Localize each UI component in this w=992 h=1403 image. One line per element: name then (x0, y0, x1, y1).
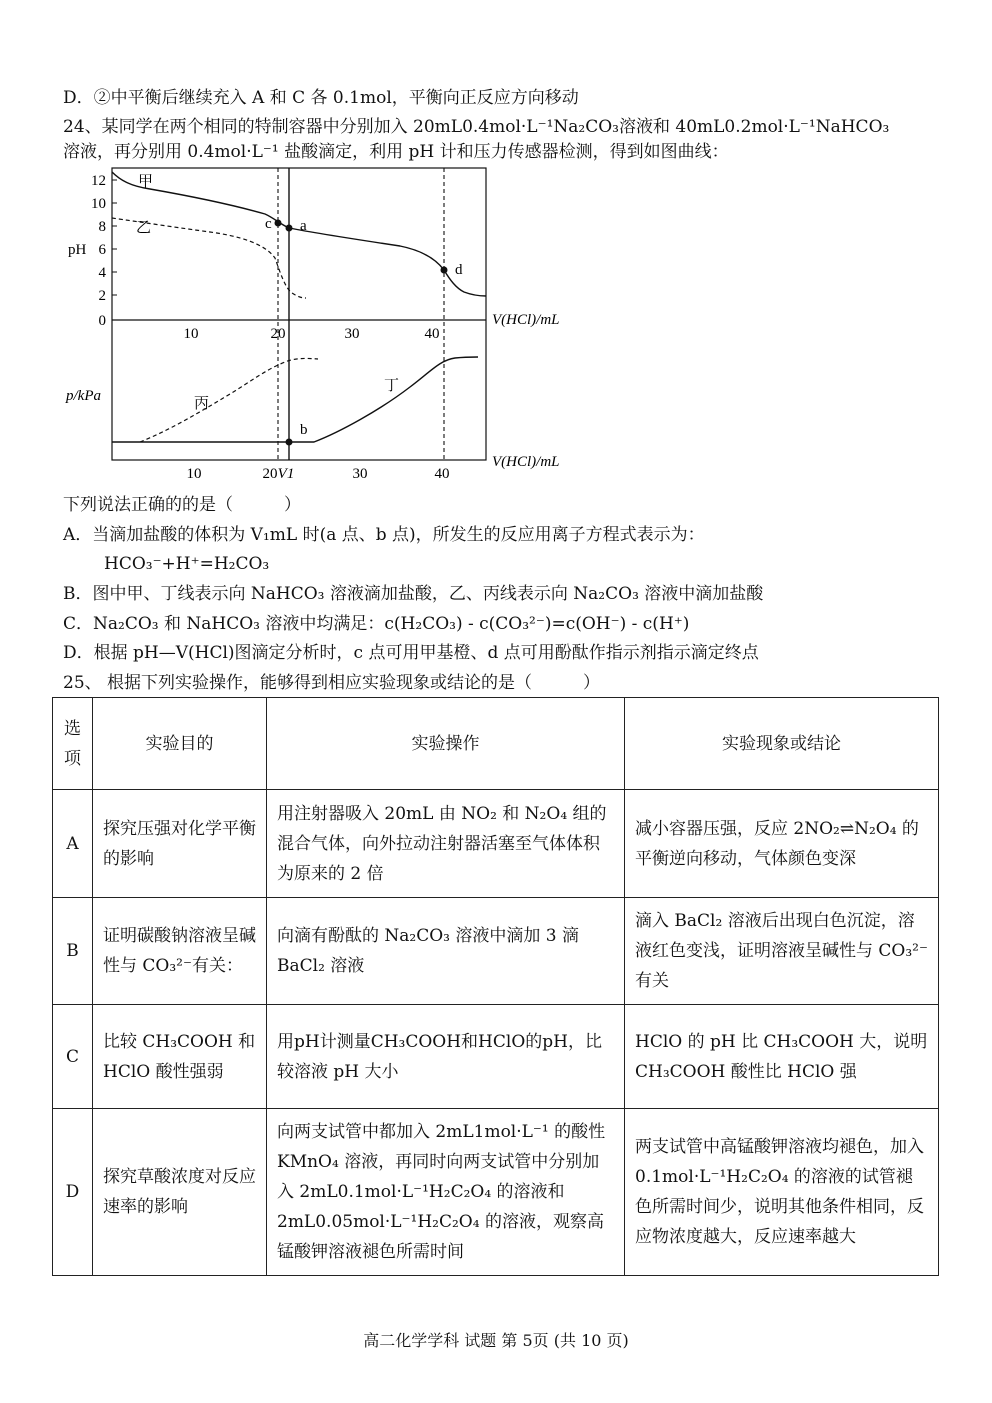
x-bottom-tick-40: 40 (434, 466, 450, 482)
ph-axis-label: pH (68, 242, 87, 258)
row-purpose: 探究压强对化学平衡的影响 (93, 790, 267, 898)
row-result: 减小容器压强，反应 2NO₂⇌N₂O₄ 的平衡逆向移动，气体颜色变深 (625, 790, 939, 898)
label-c: c (265, 216, 272, 232)
ph-tick-4: 4 (98, 265, 106, 281)
label-yi: 乙 (136, 220, 152, 236)
label-jia: 甲 (138, 174, 154, 190)
row-option: C (53, 1005, 93, 1109)
q25-stem: 25、 根据下列实验操作，能够得到相应实验现象或结论的是（ ） (63, 673, 601, 693)
header-purpose: 实验目的 (93, 698, 267, 790)
label-d: d (455, 262, 463, 278)
row-option: D (53, 1109, 93, 1276)
q24-stem-line-1: 24、某同学在两个相同的特制容器中分别加入 20mL0.4mol·L⁻¹Na₂CO₃溶液和 40mL0.2mol·L⁻¹NaHCO₃ (63, 117, 890, 137)
ph-tick-10: 10 (91, 196, 106, 212)
point-b (286, 439, 293, 446)
p-axis-label: p/kPa (66, 388, 101, 404)
q24-option-d: D．根据 pH—V(HCl)图滴定分析时，c 点可用甲基橙、d 点可用酚酞作指示剂指示滴定终点 (63, 643, 759, 663)
table-header-row (53, 698, 939, 790)
q24-option-c: C．Na₂CO₃ 和 NaHCO₃ 溶液中均满足：c(H₂CO₃) - c(CO₃²⁻)=c(OH⁻) - c(H⁺) (63, 614, 690, 634)
ph-tick-6: 6 (98, 242, 106, 258)
header-option: 选项 (53, 698, 93, 790)
row-operation: 向滴有酚酞的 Na₂CO₃ 溶液中滴加 3 滴 BaCl₂ 溶液 (267, 898, 625, 1005)
ph-tick-8: 8 (98, 219, 106, 235)
q24-option-a-line-2: HCO₃⁻+H⁺=H₂CO₃ (104, 554, 270, 574)
page-footer: 高二化学学科 试题 第 5页 (共 10 页) (363, 1331, 629, 1350)
point-d (441, 267, 448, 274)
q24-option-b: B．图中甲、丁线表示向 NaHCO₃ 溶液滴加盐酸，乙、丙线表示向 Na₂CO₃ 溶液中滴加盐酸 (63, 584, 764, 604)
x-bottom-tick-30: 30 (352, 466, 368, 482)
row-purpose: 证明碳酸钠溶液呈碱性与 CO₃²⁻有关： (93, 898, 267, 1005)
q25-table (52, 697, 939, 1276)
row-result: HClO 的 pH 比 CH₃COOH 大，说明 CH₃COOH 酸性比 HClO 强 (625, 1005, 939, 1109)
q23-option-d: D．②中平衡后继续充入 A 和 C 各 0.1mol，平衡向正反应方向移动 (63, 88, 579, 108)
row-purpose: 比较 CH₃COOH 和 HClO 酸性强弱 (93, 1005, 267, 1109)
table-row (53, 1005, 939, 1109)
x-top-tick-40: 40 (424, 326, 440, 342)
x-top-tick-30: 30 (344, 326, 360, 342)
row-purpose: 探究草酸浓度对反应速率的影响 (93, 1109, 267, 1276)
titration-figure (60, 162, 600, 492)
row-option: A (53, 790, 93, 898)
q24-option-a-line-1: A．当滴加盐酸的体积为 V₁mL 时(a 点、b 点)，所发生的反应用离子方程式表示为： (63, 525, 705, 545)
x-bottom-tick-v1: V1 (277, 466, 295, 482)
row-operation: 向两支试管中都加入 2mL1mol·L⁻¹ 的酸性 KMnO₄ 溶液，再同时向两支试管中分别加入 2mL0.1mol·L⁻¹H₂C₂O₄ 的溶液和 2mL0.05mol·L⁻¹H₂C₂O₄ 的溶液，观察高锰酸钾溶液褪色所需时间 (267, 1109, 625, 1276)
row-operation: 用pH计测量CH₃COOH和HClO的pH，比较溶液 pH 大小 (267, 1005, 625, 1109)
label-b: b (300, 422, 308, 438)
point-c (275, 220, 282, 227)
ph-tick-12: 12 (91, 173, 106, 189)
row-option: B (53, 898, 93, 1005)
label-ding: 丁 (384, 378, 400, 394)
x-bottom-tick-10: 10 (186, 466, 202, 482)
label-a: a (300, 218, 307, 234)
label-bing: 丙 (194, 396, 210, 412)
table-row (53, 898, 939, 1005)
curve-jia (112, 172, 486, 296)
x-bottom-tick-20: 20 (262, 466, 278, 482)
header-operation: 实验操作 (267, 698, 625, 790)
row-result: 两支试管中高锰酸钾溶液均褪色，加入 0.1mol·L⁻¹H₂C₂O₄ 的溶液的试管褪色所需时间少，说明其他条件相同，反应物浓度越大，反应速率越大 (625, 1109, 939, 1276)
header-result: 实验现象或结论 (625, 698, 939, 790)
x-top-tick-20: 20 (270, 326, 286, 342)
ph-tick-2: 2 (98, 288, 106, 304)
q24-stem-line-2: 溶液，再分别用 0.4mol·L⁻¹ 盐酸滴定，利用 pH 计和压力传感器检测，得到如图曲线： (63, 142, 729, 162)
ph-tick-labels (91, 173, 107, 329)
curve-bing (140, 358, 318, 442)
x-top-tick-10: 10 (183, 326, 199, 342)
x-axis-label-bottom: V(HCl)/mL (492, 454, 560, 470)
table-row (53, 790, 939, 898)
q24-question: 下列说法正确的的是（ ） (63, 495, 301, 515)
point-a (286, 225, 293, 232)
row-operation: 用注射器吸入 20mL 由 NO₂ 和 N₂O₄ 组的混合气体，向外拉动注射器活塞至气体体积为原来的 2 倍 (267, 790, 625, 898)
plot-frame (112, 168, 486, 460)
x-axis-label-top: V(HCl)/mL (492, 312, 560, 328)
table-row (53, 1109, 939, 1276)
row-result: 滴入 BaCl₂ 溶液后出现白色沉淀，溶液红色变浅，证明溶液呈碱性与 CO₃²⁻有关 (625, 898, 939, 1005)
ph-tick-0: 0 (98, 313, 106, 329)
